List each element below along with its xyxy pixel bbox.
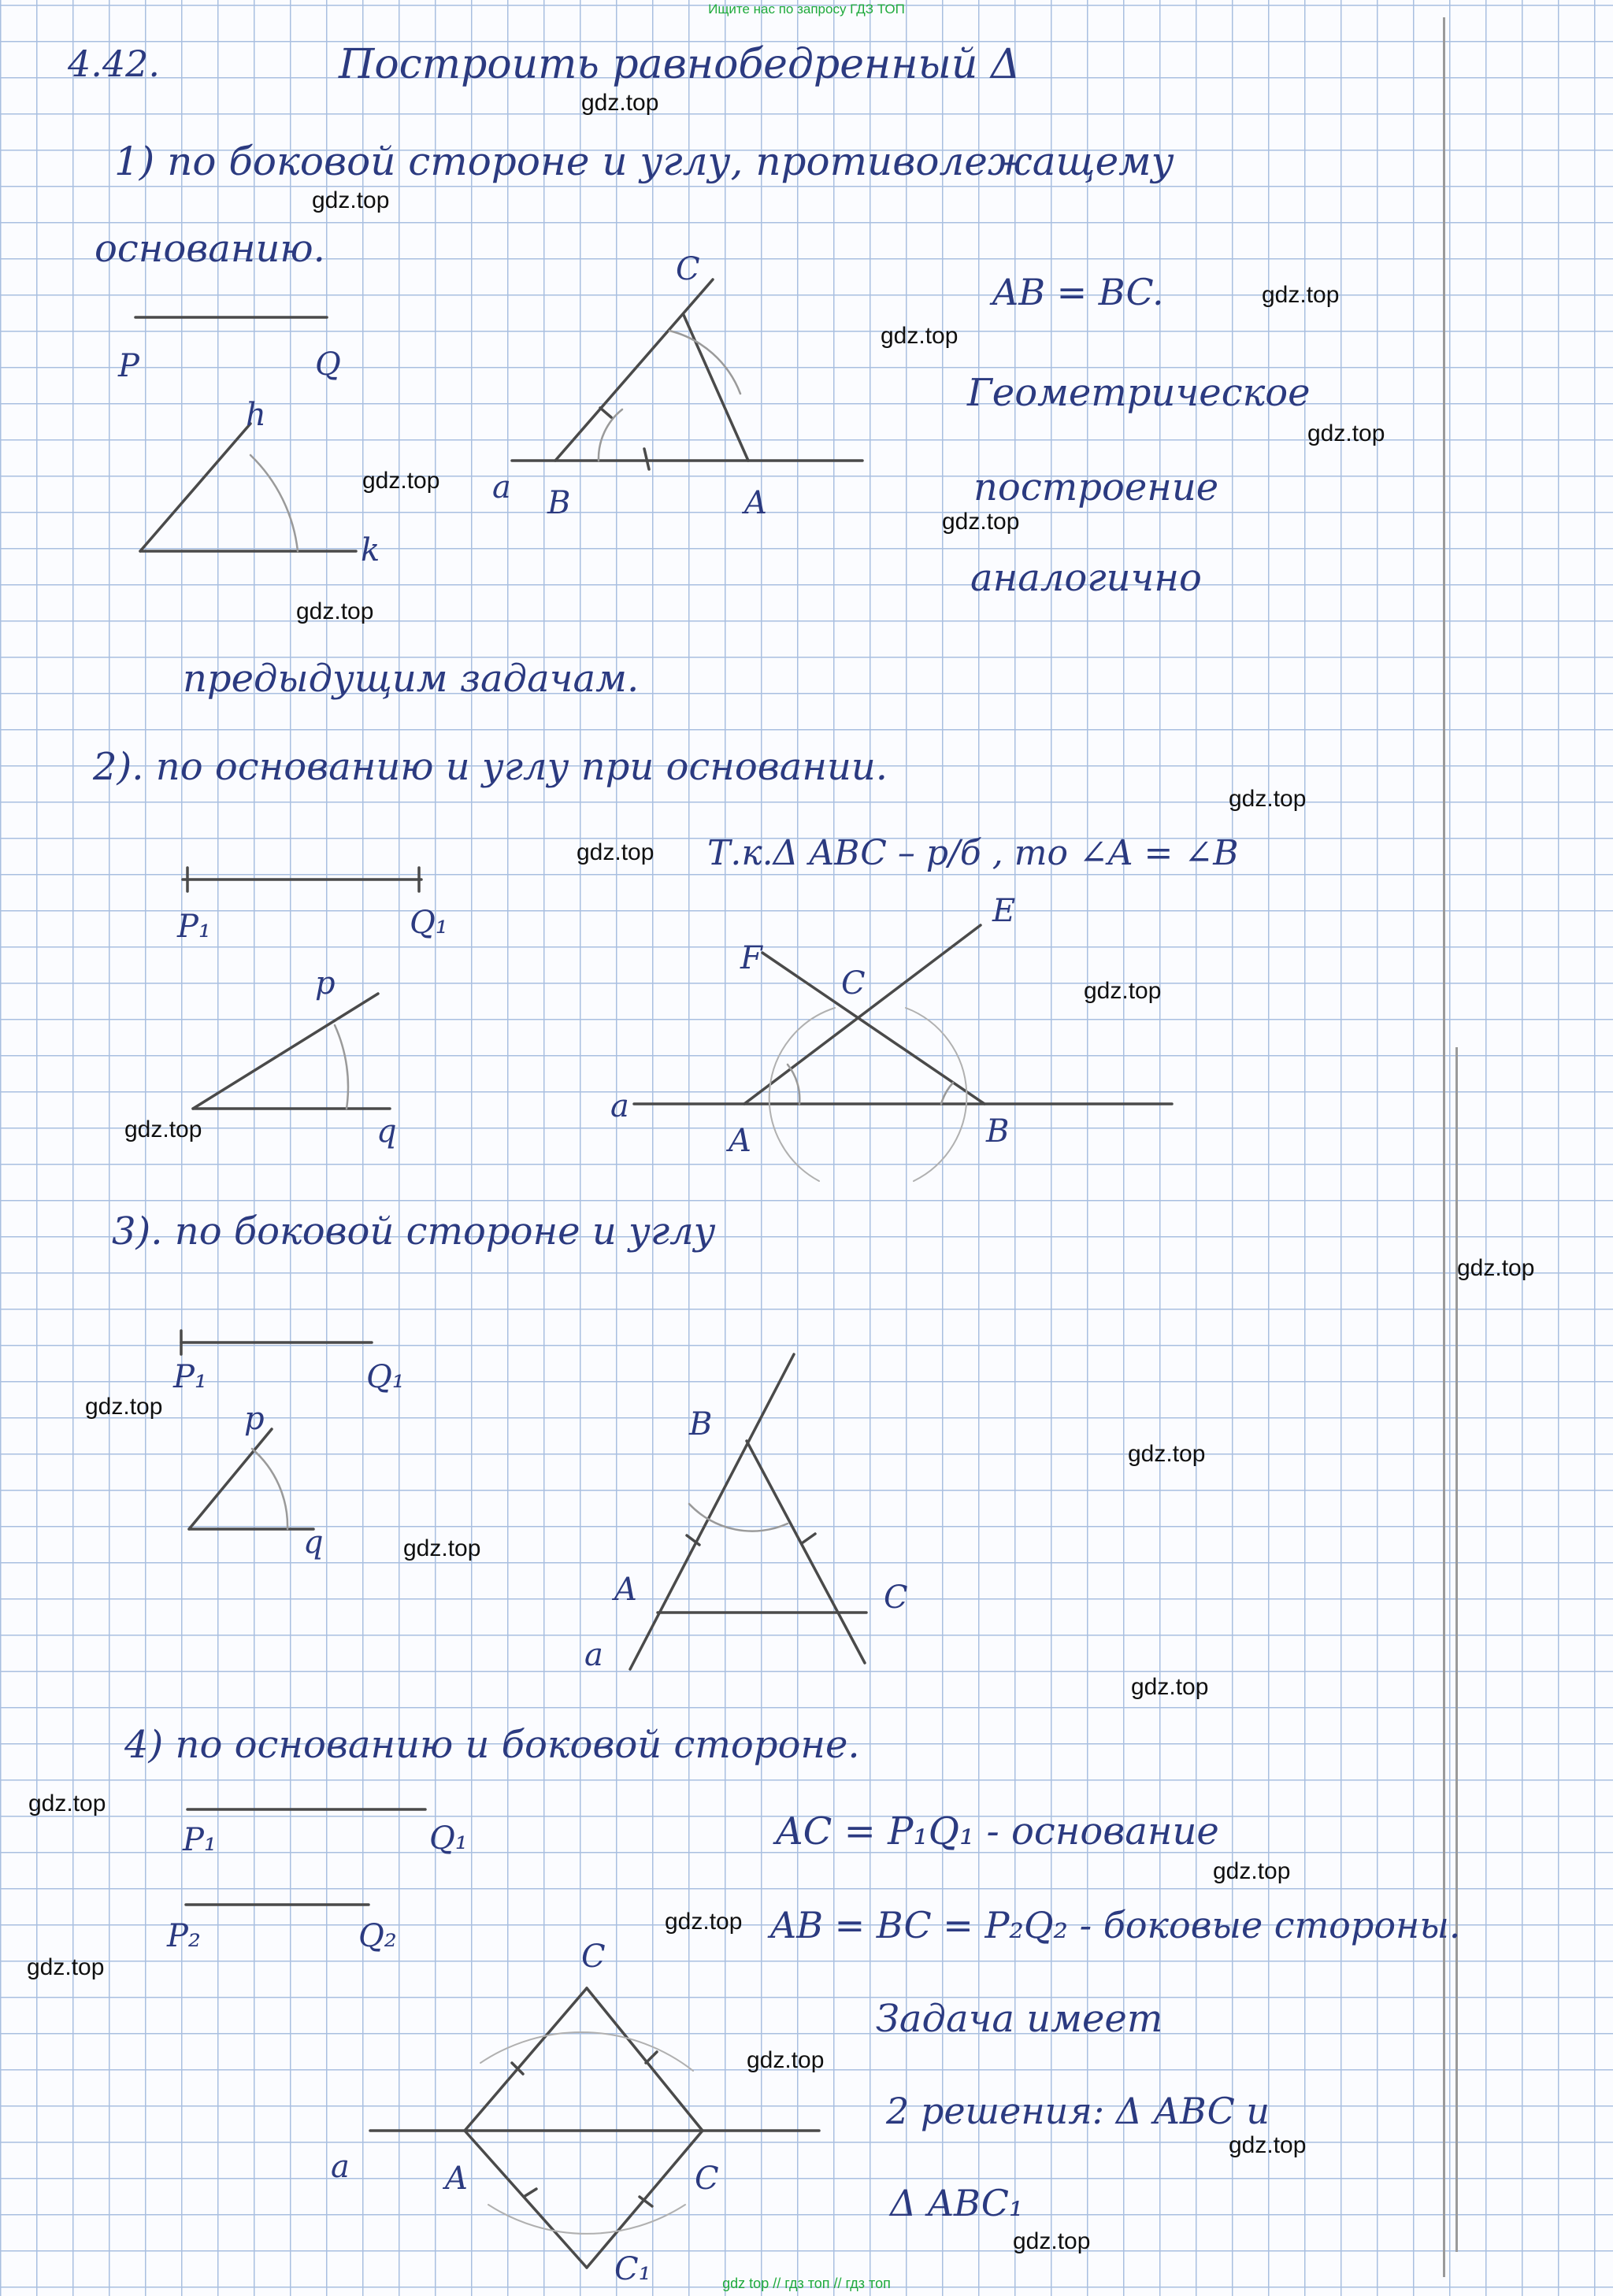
part1-label-p: P (118, 348, 139, 384)
part3-label-c: C (884, 1579, 908, 1616)
part2-label-b: B (986, 1113, 1010, 1150)
part4-rhombus (370, 1988, 819, 2268)
problem-number: 4.42. (68, 43, 161, 85)
part1-label-a: A (744, 485, 767, 521)
part4-label-q2: Q₂ (358, 1918, 397, 1954)
part3-label-a-line: a (584, 1637, 603, 1673)
part4-label-a: A (445, 2161, 468, 2197)
watermark[interactable]: gdz.top (881, 323, 959, 349)
part4-eq2: AB = BC = P₂Q₂ - боковые стороны. (770, 1904, 1461, 1946)
part2-triangle (634, 925, 1172, 1181)
part1-note-line1: Геометрическое (967, 371, 1311, 415)
part3-heading: 3). по боковой стороне и углу (112, 1209, 716, 1254)
part4-label-a-line: a (331, 2149, 350, 2185)
watermark[interactable]: gdz.top (403, 1535, 481, 1561)
part2-label-c: C (841, 965, 866, 1002)
watermark[interactable]: gdz.top (1131, 1674, 1209, 1700)
part3-angle-pq (189, 1429, 313, 1529)
part1-label-q: Q (315, 346, 341, 383)
part2-label-p1: P₁ (177, 909, 211, 945)
watermark[interactable]: gdz.top (85, 1394, 163, 1420)
part1-label-k: k (361, 532, 380, 568)
part2-angle-pq (193, 994, 390, 1109)
part2-label-a-line: a (610, 1088, 629, 1124)
part4-label-c1: C₁ (614, 2251, 651, 2287)
watermark[interactable]: gdz.top (747, 2047, 825, 2073)
watermark[interactable]: gdz.top (296, 598, 374, 624)
problem-title: Построить равнобедренный Δ (339, 41, 1021, 88)
part2-label-e: E (992, 893, 1016, 929)
part4-note1: Задача имеет (876, 1997, 1163, 2041)
watermark[interactable]: gdz.top (312, 187, 390, 213)
part2-label-f: F (740, 940, 762, 976)
part4-label-c: C (695, 2161, 719, 2197)
part3-label-p1: P₁ (173, 1359, 207, 1395)
part1-angle-hk (140, 424, 356, 551)
part4-label-p1: P₁ (183, 1822, 217, 1858)
part3-label-q: q (303, 1524, 324, 1561)
watermark[interactable]: gdz.top (1229, 786, 1307, 812)
part1-note-line3: аналогично (970, 556, 1202, 600)
watermark[interactable]: gdz.top (1013, 2228, 1091, 2254)
part1-heading: 1) по боковой стороне и углу, противолежащему (114, 139, 1174, 184)
part3-label-a: A (614, 1572, 637, 1608)
watermark[interactable]: gdz.top (124, 1117, 202, 1142)
part1-note-cont: предыдущим задачам. (183, 657, 640, 701)
part2-label-p: p (315, 965, 336, 1002)
part2-label-a: A (729, 1123, 751, 1159)
part1-label-c: C (676, 251, 700, 287)
part1-label-b: B (547, 485, 571, 521)
part2-segment-p1q1 (183, 868, 421, 891)
part3-segment-p1q1 (181, 1331, 372, 1354)
top-banner[interactable]: Ищите нас по запросу ГДЗ ТОП (708, 2, 905, 17)
part3-label-q1: Q₁ (366, 1359, 405, 1395)
watermark[interactable]: gdz.top (942, 509, 1020, 535)
watermark[interactable]: gdz.top (1262, 282, 1340, 308)
part2-note: Т.к.Δ ABC – р/б , то ∠A = ∠B (707, 833, 1239, 873)
part1-label-h: h (246, 397, 266, 433)
watermark[interactable]: gdz.top (665, 1909, 743, 1935)
part3-label-p: p (244, 1401, 265, 1437)
part4-heading: 4) по основанию и боковой стороне. (124, 1723, 860, 1767)
part3-label-b: B (689, 1406, 713, 1442)
watermark[interactable]: gdz.top (1213, 1858, 1291, 1884)
part2-label-q1: Q₁ (410, 905, 448, 941)
watermark[interactable]: gdz.top (28, 1791, 106, 1816)
watermark[interactable]: gdz.top (27, 1954, 105, 1980)
part4-label-q1: Q₁ (429, 1820, 468, 1857)
watermark[interactable]: gdz.top (1229, 2132, 1307, 2158)
part1-equation: AB = BC. (992, 271, 1164, 313)
bottom-banner[interactable]: gdz top // гдз топ // гдз топ (722, 2276, 891, 2291)
watermark[interactable]: gdz.top (1084, 978, 1162, 1004)
part1-triangle (512, 280, 862, 469)
part1-heading-cont: основанию. (95, 227, 325, 271)
part4-eq1: AC = P₁Q₁ - основание (776, 1809, 1219, 1853)
part4-note2: 2 решения: Δ ABC и (886, 2090, 1270, 2132)
watermark[interactable]: gdz.top (1457, 1255, 1535, 1281)
part1-note-line2: построение (973, 465, 1219, 509)
part4-note3: Δ ABC₁ (890, 2182, 1024, 2224)
watermark[interactable]: gdz.top (577, 839, 654, 865)
part3-triangle (630, 1354, 866, 1669)
part4-label-p2: P₂ (167, 1918, 201, 1954)
watermark[interactable]: gdz.top (581, 90, 659, 116)
part4-label-top: C (581, 1939, 606, 1975)
watermark[interactable]: gdz.top (362, 468, 440, 494)
part2-label-q: q (376, 1113, 397, 1150)
watermark[interactable]: gdz.top (1307, 420, 1385, 446)
watermark[interactable]: gdz.top (1128, 1441, 1206, 1467)
part1-label-a-line: a (492, 469, 511, 505)
part2-heading: 2). по основанию и углу при основании. (93, 745, 888, 789)
